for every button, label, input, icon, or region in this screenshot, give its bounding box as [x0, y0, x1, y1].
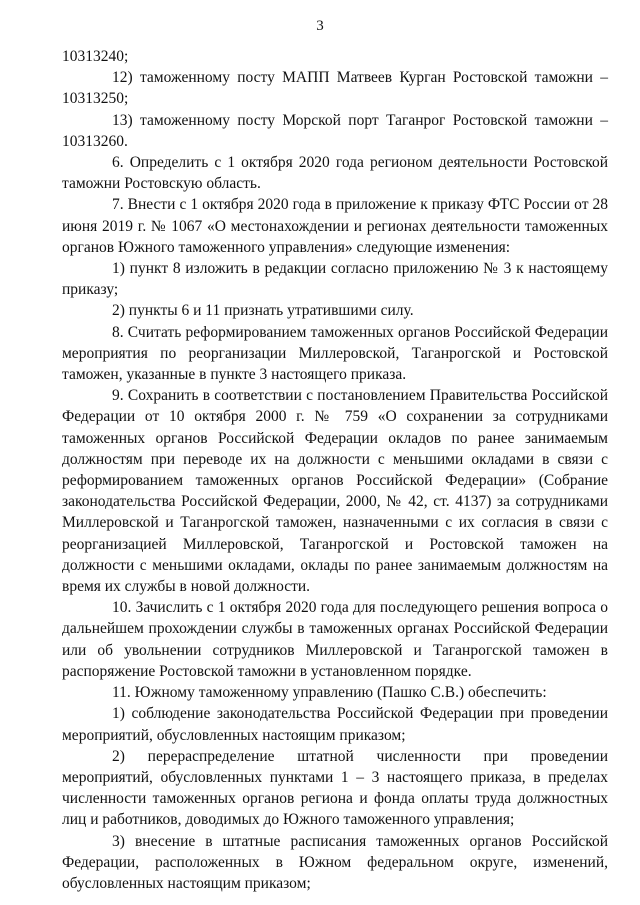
paragraph: 13) таможенному посту Морской порт Таганрог Ростовской таможни – 10313260. [62, 111, 608, 150]
paragraph: 1) соблюдение законодательства Российской Федерации при проведении мероприятий, обусловленных настоящим приказом; [62, 705, 608, 744]
paragraph: 2) пункты 6 и 11 признать утратившими силу. [112, 302, 414, 320]
paragraph: 12) таможенному посту МАПП Матвеев Курган Ростовской таможни – 10313250; [62, 69, 608, 108]
paragraph: 11. Южному таможенному управлению (Пашко С.В.) обеспечить: [112, 684, 547, 702]
document-body [62, 46, 608, 894]
paragraph: 7. Внести с 1 октября 2020 года в приложение к приказу ФТС России от 28 июня 2019 г. № 1067 «О местонахождении и регионах деятельности таможенных органов Южного таможенного управления» следующие изменения: [62, 196, 608, 256]
page-number: 3 [316, 18, 324, 34]
paragraph: 3) внесение в штатные расписания таможенных органов Российской Федерации, расположенных в Южном федеральном округе, изменений, обусловленных настоящим приказом; [62, 832, 608, 892]
paragraph: 2) перераспределение штатной численности при проведении мероприятий, обусловленных пунктами 1 – 3 настоящего приказа, в пределах численности таможенных органов региона и фонда оплаты труда должностных лиц и работников, доводимых до Южного таможенного управления; [62, 747, 608, 829]
paragraph: 1) пункт 8 изложить в редакции согласно приложению № 3 к настоящему приказу; [62, 260, 608, 299]
paragraph: 9. Сохранить в соответствии с постановлением Правительства Российской Федерации от 10 октября 2000 г. № 759 «О сохранении за сотрудниками таможенных органов Российской Федерации окладов по ранее занимаемым должностям при переводе их на должности с меньшими окладами в связи с реформированием таможенных органов Российской Федерации» (Собрание законодательства Российской Федерации, 2000, № 42, ст. 4137) за сотрудниками Миллеровской и Таганрогской таможен, назначенными с их согласия в связи с реорганизацией Миллеровской, Таганрогской и Ростовской таможен на должности с меньшими окладами, оклады по ранее занимаемым должностям на время их службы в новой должности. [62, 387, 608, 596]
paragraph: 6. Определить с 1 октября 2020 года регионом деятельности Ростовской таможни Ростовскую область. [62, 154, 608, 193]
paragraph: 10. Зачислить с 1 октября 2020 года для последующего решения вопроса о дальнейшем прохождении службы в таможенных органах Российской Федерации или об увольнении сотрудников Миллеровской и Таганрогской таможен в распоряжение Ростовской таможни в установленном порядке. [62, 599, 608, 680]
paragraph: 8. Считать реформированием таможенных органов Российской Федерации мероприятия по реорганизации Миллеровской, Таганрогской и Ростовской таможен, указанные в пункте 3 настоящего приказа. [62, 323, 608, 384]
paragraph: 10313240; [62, 48, 129, 65]
